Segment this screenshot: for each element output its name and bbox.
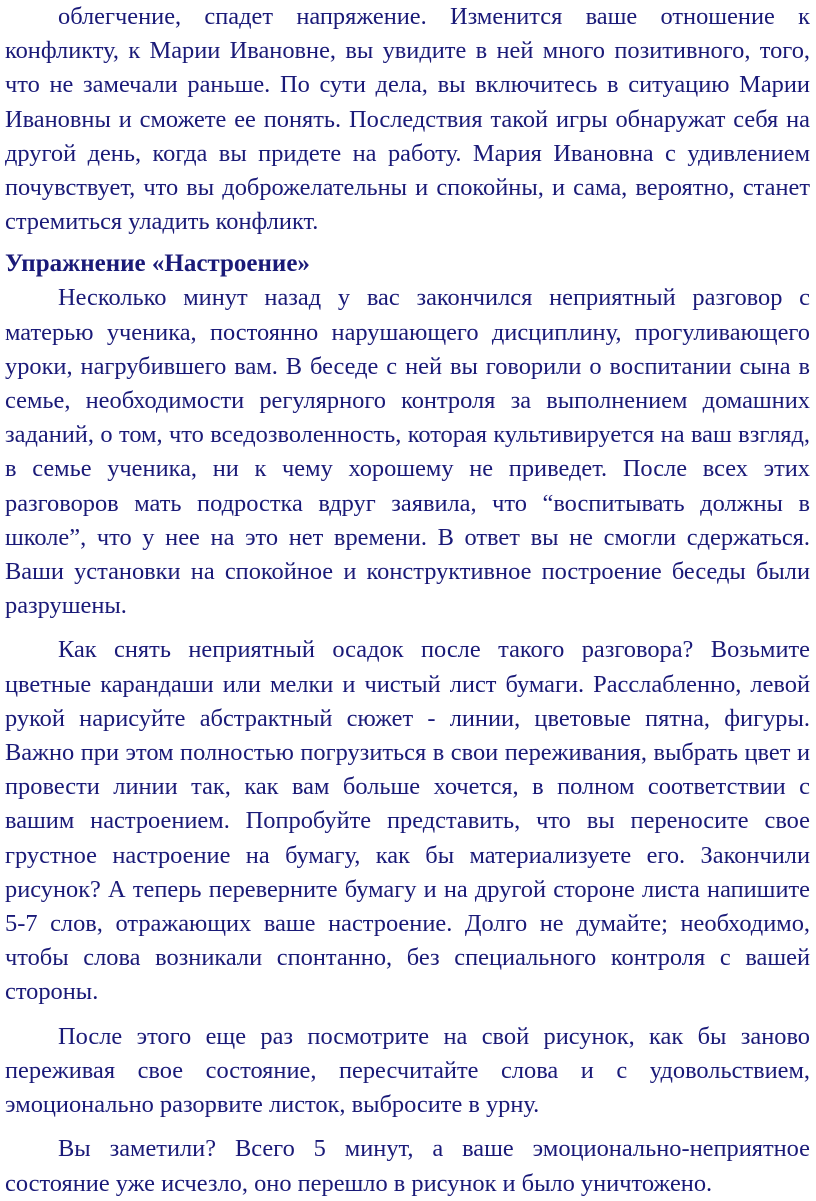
paragraph-continuation: облегчение, спадет напряжение. Изменится ваше отношение к конфликту, к Марии Ивановне, вы увидите в ней много позитивного, того, что не замечали раньше. По сути дела, вы включитесь в ситуацию Марии Ивановны и сможете ее понять. Последствия такой игры обнаружат себя на другой день, когда вы придете на работу. Мария Ивановна с удивлением почувствует, что вы доброжелательны и спокойны, и сама, вероятно, станет стремиться уладить конфликт. — [5, 3, 810, 236]
paragraph-conclusion: Вы заметили? Всего 5 минут, а ваше эмоционально-неприятное состояние уже исчезло, оно перешло в рисунок и было уничтожено. — [5, 1135, 810, 1197]
paragraph-situation: Несколько минут назад у вас закончился неприятный разговор с матерью ученика, постоянно нарушающего дисциплину, прогуливающего уроки, нагрубившего вам. В беседе с ней вы говорили о воспитании сына в семье, необходимости регулярного контроля за выполнением домашних заданий, о том, что вседозволенность, которая культивируется на ваш взгляд, в семье ученика, ни к чему хорошему не приведет. После всех этих разговоров мать подростка вдруг заявила, что “воспитывать должны в школе”, что у нее на это нет времени. В ответ вы не смогли сдержаться. Ваши установки на спокойное и конструктивное построение беседы были разрушены. — [5, 284, 810, 620]
exercise-heading: Упражнение «Настроение» — [5, 250, 310, 278]
paragraph-instructions: Как снять неприятный осадок после такого разговора? Возьмите цветные карандаши или мелки и чистый лист бумаги. Расслабленно, левой рукой нарисуйте абстрактный сюжет - линии, цветовые пятна, фигуры. Важно при этом полностью погрузиться в свои переживания, выбрать цвет и провести линии так, как вам больше хочется, в полном соответствии с вашим настроением. Попробуйте представить, что вы переносите свое грустное настроение на бумагу, как бы материализуете его. Закончили рисунок? А теперь переверните бумагу и на другой стороне листа напишите 5-7 слов, отражающих ваше настроение. Долго не думайте; необходимо, чтобы слова возникали спонтанно, без специального контроля с вашей стороны. — [5, 636, 810, 1006]
paragraph-after-drawing: После этого еще раз посмотрите на свой рисунок, как бы заново переживая свое состояние, пересчитайте слова и с удовольствием, эмоционально разорвите листок, выбросите в урну. — [5, 1022, 810, 1119]
